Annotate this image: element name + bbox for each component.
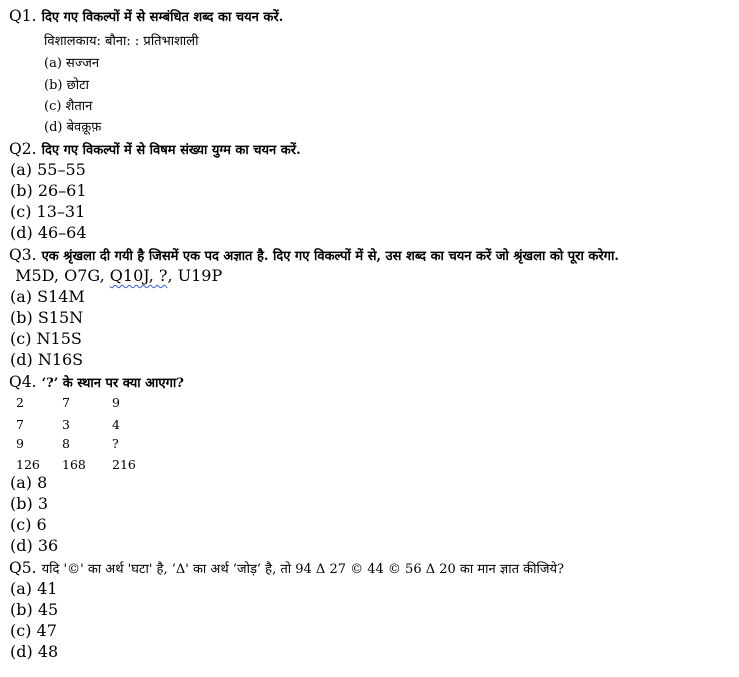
grid-cell: 4	[112, 417, 120, 432]
question-5-text: यदि '©' का अर्थ 'घटा' है, ‘Δ' का अर्थ ‘जोड़’ है, तो 94 Δ 27 © 44 © 56 Δ 20 का मान ज्ञात कीजिये?	[41, 562, 565, 577]
question-2-option-b[interactable]: (b) 26–61	[10, 181, 87, 200]
question-2-text: दिए गए विकल्पों में से विषम संख्या युग्म का चयन करें.	[41, 143, 301, 158]
question-2-number: Q2.	[9, 140, 37, 158]
question-3-option-c[interactable]: (c) N15S	[10, 329, 82, 348]
question-3-series	[10, 266, 222, 285]
question-3-option-b[interactable]: (b) S15N	[10, 308, 84, 327]
question-4-option-d[interactable]: (d) 36	[10, 536, 59, 555]
question-5-option-b[interactable]: (b) 45	[10, 600, 59, 619]
question-5-option-d[interactable]: (d) 48	[10, 642, 59, 661]
question-3-option-d[interactable]: (d) N16S	[10, 350, 84, 369]
question-4-text: ‘?’ के स्थान पर क्या आएगा?	[41, 376, 184, 391]
question-3-number: Q3.	[9, 246, 37, 264]
grid-cell: 126	[16, 457, 40, 472]
question-5-heading	[9, 558, 564, 577]
question-4-number: Q4.	[9, 373, 37, 391]
grid-cell: 9	[112, 395, 120, 410]
question-4-option-c[interactable]: (c) 6	[10, 515, 47, 534]
question-3-heading	[9, 245, 619, 264]
question-1-option-a[interactable]: (a) सज्जन	[44, 56, 100, 71]
question-4-option-a[interactable]: (a) 8	[10, 473, 48, 492]
grid-cell: ?	[112, 436, 119, 451]
question-1-option-b[interactable]: (b) छोटा	[44, 78, 89, 93]
question-1-option-c[interactable]: (c) शैतान	[44, 99, 93, 114]
grid-cell: 3	[62, 417, 70, 432]
grid-cell: 7	[16, 417, 24, 432]
question-1-prompt: विशालकाय: बौना: : प्रतिभाशाली	[44, 34, 199, 49]
question-3-text: एक श्रृंखला दी गयी है जिसमें एक पद अज्ञात है. दिए गए विकल्पों में से, उस शब्द का चयन करें जो श्रृंखला को पूरा करेगा.	[41, 249, 619, 264]
question-3-series-end: , U19P	[167, 266, 223, 285]
grid-cell: 9	[16, 436, 24, 451]
question-1-heading	[9, 6, 283, 25]
question-1-option-d[interactable]: (d) बेवक़ूफ़	[44, 120, 102, 135]
grid-cell: 216	[112, 457, 136, 472]
question-4-heading	[9, 372, 184, 391]
question-3-option-a[interactable]: (a) S14M	[10, 287, 85, 306]
question-3-series-start: M5D, O7G,	[10, 266, 110, 285]
question-2-option-d[interactable]: (d) 46–64	[10, 223, 87, 242]
grid-cell: 8	[62, 436, 70, 451]
grid-cell: 7	[62, 395, 70, 410]
question-2-option-c[interactable]: (c) 13–31	[10, 202, 86, 221]
question-1-number: Q1.	[9, 7, 37, 25]
question-5-number: Q5.	[9, 559, 37, 577]
question-5-option-c[interactable]: (c) 47	[10, 621, 57, 640]
question-5-option-a[interactable]: (a) 41	[10, 579, 58, 598]
question-2-heading	[9, 139, 301, 158]
question-3-series-missing: Q10J, ?	[109, 266, 168, 285]
question-2-option-a[interactable]: (a) 55–55	[10, 160, 86, 179]
question-4-option-b[interactable]: (b) 3	[10, 494, 48, 513]
grid-cell: 2	[16, 395, 24, 410]
question-1-text: दिए गए विकल्पों में से सम्बंधित शब्द का चयन करें.	[41, 10, 284, 25]
grid-cell: 168	[62, 457, 86, 472]
